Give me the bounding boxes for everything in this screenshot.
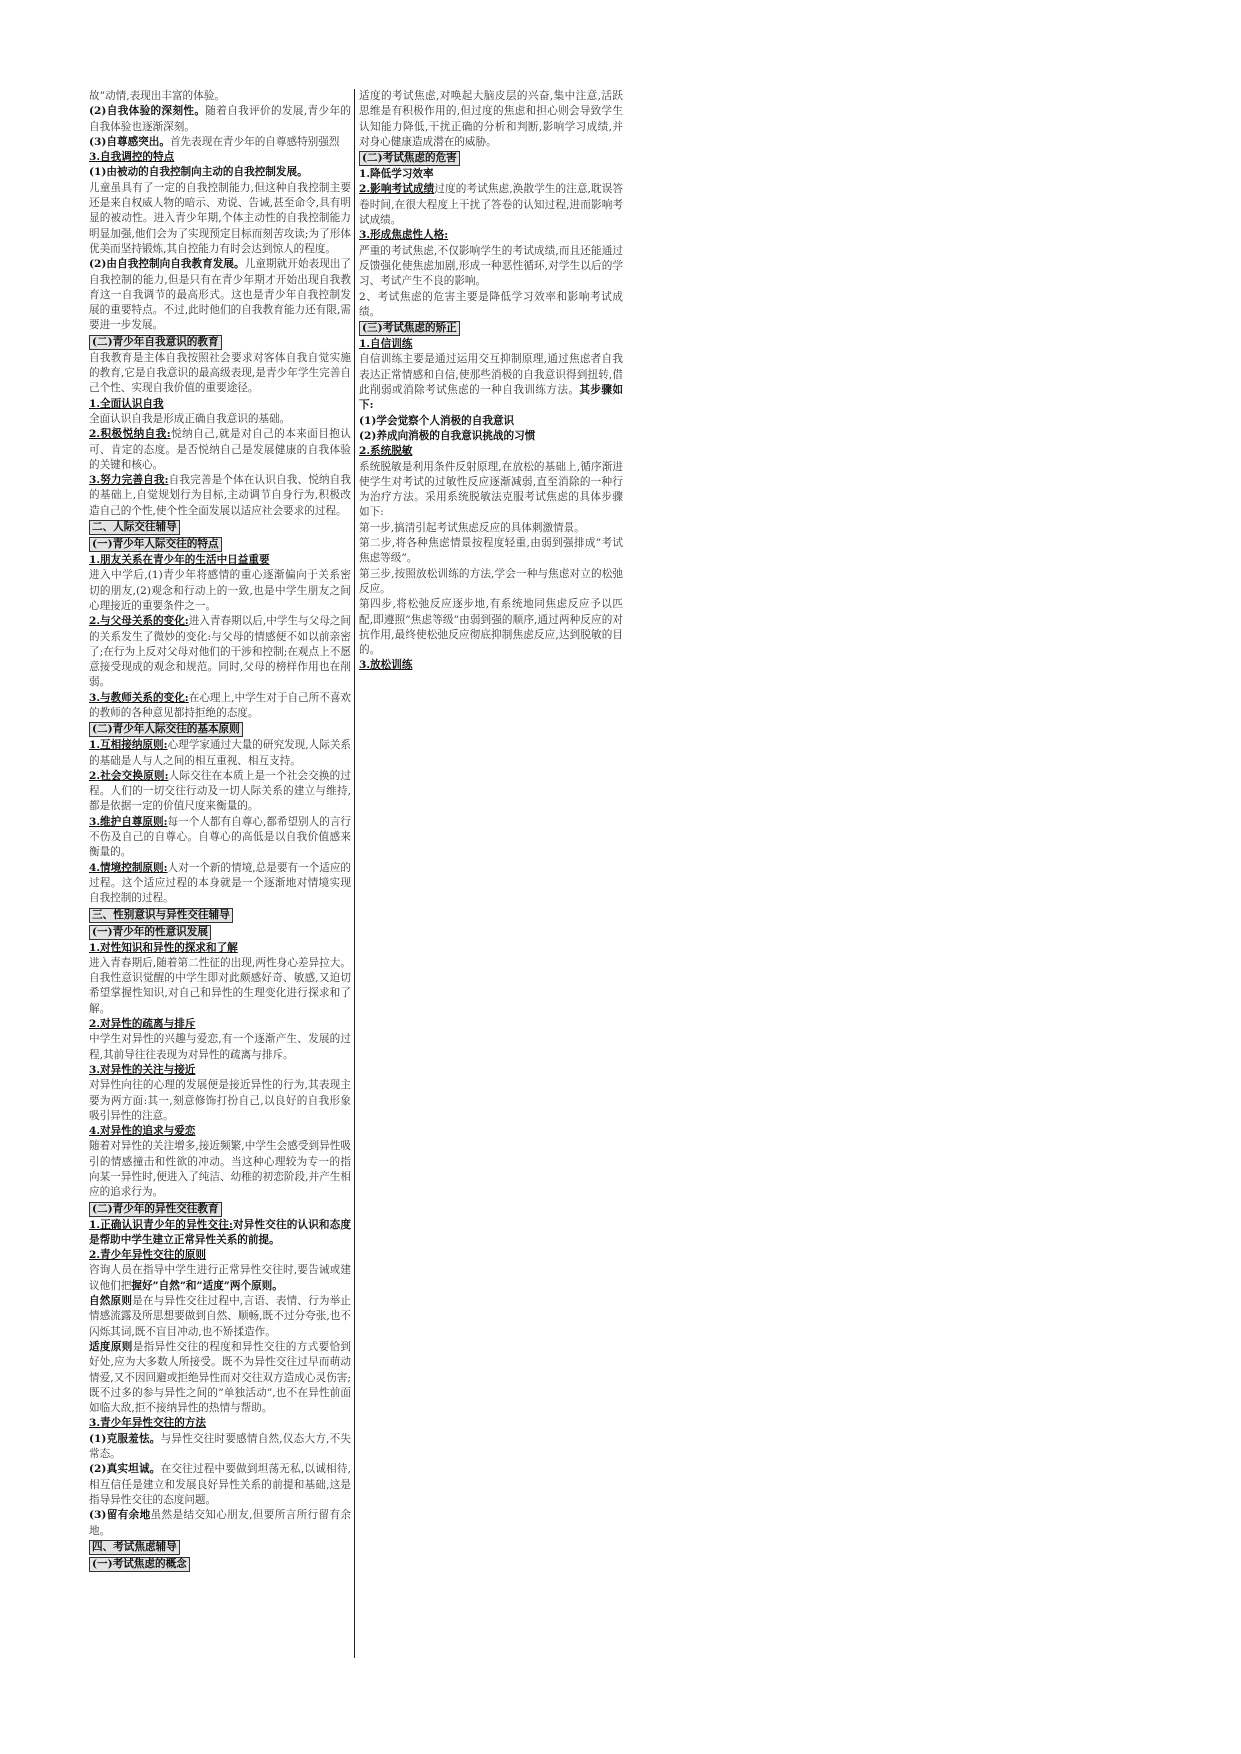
paragraph: [89, 614, 351, 690]
body-text: 首先表现在青少年的自尊感特别强烈: [169, 135, 340, 148]
lead-term: 2.与父母关系的变化:: [89, 615, 189, 628]
paragraph: [359, 352, 623, 413]
heading-text: 2.系统脱敏: [359, 445, 413, 458]
section-heading: [89, 1124, 351, 1139]
boxed-heading-text: (一)考试焦虑的概念: [89, 1557, 190, 1572]
boxed-heading: [359, 320, 623, 337]
paragraph: [359, 567, 623, 598]
left-column: [89, 89, 351, 1573]
boxed-heading: [89, 1539, 351, 1556]
lead-term: 3.维护自尊原则:: [89, 815, 168, 828]
paragraph: [359, 597, 623, 658]
paragraph: [89, 1462, 351, 1508]
paragraph: [89, 1508, 351, 1539]
body-text: 进入青春期后,随着第二性征的出现,两性身心差异拉大。自我性意识觉醒的中学生即对此颇感好奇、敏感,又迫切希望掌握性知识,对自己和异性的生理变化进行探求和了解。: [89, 956, 351, 1015]
paragraph: [89, 165, 351, 180]
paragraph: [89, 1263, 351, 1294]
body-text: 儿童虽具有了一定的自我控制能力,但这种自我控制主要还是来自权威人物的暗示、劝说、告诫,甚至命令,具有明显的被动性。进入青少年期,个体主动性的自我控制能力明显加强,他们会为了实现预定目标而刻苦攻读;为了形体优美而坚持锻炼,其自控能力有时会达到惊人的程度。: [89, 181, 351, 255]
paragraph: [89, 1432, 351, 1463]
heading-text: 3.自我调控的特点: [89, 151, 175, 164]
lead-term: (1)学会觉察个人消极的自我意识: [359, 414, 515, 427]
heading-text: 3.放松训练: [359, 659, 413, 672]
body-text: 第二步,将各种焦虑情景按程度轻重,由弱到强排成”考试焦虑等级”。: [359, 537, 623, 565]
lead-term: (1)克服羞怯。: [89, 1432, 161, 1445]
heading-text: 1.自信训练: [359, 338, 413, 351]
lead-term: 2.积极悦纳自我:: [89, 428, 171, 441]
paragraph: [359, 89, 623, 150]
heading-text: 3.形成焦虑性人格:: [359, 229, 449, 242]
section-heading: [89, 1017, 351, 1032]
lead-term: (1)由被动的自我控制向主动的自我控制发展。: [89, 166, 308, 179]
lead-term: 1.互相接纳原则:: [89, 739, 168, 752]
paragraph: [89, 738, 351, 769]
body-text: 与异性交往时要感情自然,仪态大方,不失常态。: [89, 1432, 352, 1461]
lead-term: 适度原则: [89, 1340, 133, 1353]
boxed-heading: [89, 1556, 351, 1573]
body-text: 随着自我评价的发展,青少年的自我体验也逐渐深刻。: [89, 105, 351, 133]
emphasis-text: 对异性交往的认识和态度是帮助中学生建立正常异性关系的前提。: [89, 1218, 351, 1246]
body-text: 随着对异性的关注增多,接近频繁,中学生会感受到异性吸引的情感撞击和性欲的冲动。当这种心理较为专一的指向某一异性时,便进入了纯洁、幼稚的初恋阶段,并产生相应的追求行为。: [89, 1140, 351, 1199]
boxed-heading-text: (二)青少年人际交往的基本原则: [89, 722, 243, 737]
emphasis-text: 其步骤如下:: [359, 384, 624, 412]
boxed-heading: [89, 924, 351, 941]
lead-term: 3.与教师关系的变化:: [89, 691, 189, 704]
lead-term: 1.降低学习效率: [359, 168, 434, 181]
body-text: 是在与异性交往过程中,言语、表情、行为举止情感流露及所思想要做到自然、顺畅,既不过分夸张,也不闪烁其词,既不盲目冲动,也不矫揉造作。: [89, 1295, 351, 1338]
lead-term: (2)自我体验的深刻性。: [89, 105, 206, 118]
section-heading: [89, 553, 351, 568]
body-text: 过度的考试焦虑,涣散学生的注意,耽误答卷时间,在很大程度上干扰了答卷的认知过程,进而影响考试成绩。: [359, 183, 624, 227]
body-text: 故”动情,表现出丰富的体验。: [89, 90, 225, 102]
body-text: 适度的考试焦虑,对唤起大脑皮层的兴奋,集中注意,活跃思维是有积极作用的,但过度的焦虑和担心则会导致学生认知能力降低,干扰正确的分析和判断,影响学习成绩,并对身心健康造成潜在的威胁。: [359, 90, 623, 148]
paragraph: [89, 769, 351, 815]
paragraph: [89, 89, 351, 104]
body-text: 2、考试焦虑的危害主要是降低学习效率和影响考试成绩。: [359, 290, 623, 318]
emphasis-text: 握好”自然”和”适度”两个原则。: [131, 1279, 283, 1292]
boxed-heading-text: (一)青少年人际交往的特点: [89, 537, 222, 552]
paragraph: [89, 412, 351, 427]
body-text: 每一个人都有自尊心,都希望别人的言行不伤及自己的自尊心。自尊心的高低是以自我价值感来衡量的。: [89, 815, 352, 859]
body-text: 心理学家通过大量的研究发现,人际关系的基础是人与人之间的相互重视、相互支持。: [89, 739, 352, 767]
body-text: 在心理上,中学生对于自己所不喜欢的教师的各种意见都持拒绝的态度。: [89, 691, 352, 719]
heading-text: 2.青少年异性交往的原则: [89, 1249, 206, 1262]
heading-text: 3.对异性的关注与接近: [89, 1063, 196, 1076]
body-text: 中学生对异性的兴趣与爱恋,有一个逐渐产生、发展的过程,其前导往往表现为对异性的疏离与排斥。: [89, 1033, 351, 1061]
heading-text: 1.全面认识自我: [89, 397, 164, 410]
paragraph: [359, 429, 623, 444]
right-column: [359, 89, 623, 674]
paragraph: [89, 473, 351, 519]
paragraph: [89, 1294, 351, 1340]
boxed-heading: [89, 721, 351, 738]
body-text: 在交往过程中要做到坦荡无私,以诚相待,相互信任是建立和发展良好异性关系的前提和基础,这是指导异性交往的态度问题。: [89, 1463, 352, 1506]
paragraph: [89, 1218, 351, 1249]
body-text: 第一步,搞清引起考试焦虑反应的具体刺激情景。: [359, 521, 585, 534]
section-heading: [359, 444, 623, 459]
body-text: 系统脱敏是利用条件反射原理,在放松的基础上,循序渐进使学生对考试的过敏性反应逐渐减弱,直至消除的一种行为治疗方法。采用系统脱敏法克服考试焦虑的具体步骤如下:: [359, 460, 623, 519]
boxed-heading: [89, 536, 351, 553]
boxed-heading-text: (二)考试焦虑的危害: [359, 151, 460, 166]
heading-text: 3.青少年异性交往的方法: [89, 1417, 206, 1430]
heading-text: 1.对性知识和异性的探求和了解: [89, 941, 238, 954]
body-text: 悦纳自己,就是对自己的本来面目抱认可、肯定的态度。是否悦纳自己是发展健康的自我体验的关键和核心。: [89, 428, 351, 471]
body-text: 儿童期就开始表现出了自我控制的能力,但是只有在青少年期才开始出现自我教育这一自我调节的最高形式。这也是青少年自我控制发展的重要特点。不过,此时他们的自我教育能力还有限,需要进一步发展。: [89, 258, 351, 332]
boxed-heading-text: 二、人际交往辅导: [89, 520, 180, 535]
section-heading: [89, 941, 351, 956]
boxed-heading: [89, 519, 351, 536]
boxed-heading: [359, 150, 623, 167]
paragraph: [89, 815, 351, 861]
body-text: 是指异性交往的程度和异性交往的方式要恰到好处,应为大多数人所接受。既不为异性交往过早而萌动情爱,又不因回避或拒绝异性而对交往双方造成心灵伤害;既不过多的参与异性之间的”单独活动”,也不在异性前面如临大敌,拒不接纳异性的热情与帮助。: [89, 1340, 352, 1415]
section-heading: [89, 1416, 351, 1431]
lead-term: 4.情境控制原则:: [89, 861, 168, 874]
paragraph: [89, 1078, 351, 1124]
body-text: 对异性向往的心理的发展便是接近异性的行为,其表现主要为两方面:其一,刻意修饰打扮自己,以良好的自我形象吸引异性的注意。: [89, 1079, 351, 1122]
paragraph: [359, 182, 623, 228]
column-divider: [354, 89, 355, 1658]
paragraph: [359, 244, 623, 290]
paragraph: [89, 1340, 351, 1416]
boxed-heading-text: (一)青少年的性意识发展: [89, 925, 211, 940]
lead-term: 1.正确认识青少年的异性交往:: [89, 1218, 233, 1231]
paragraph: [89, 351, 351, 397]
lead-term: (2)养成向消极的自我意识挑战的习惯: [359, 429, 536, 442]
body-text: 自我完善是个体在认识自我、悦纳自我的基础上,自觉规划行为目标,主动调节自身行为,积极改造自己的个性,使个性全面发展以适应社会要求的过程。: [89, 474, 351, 517]
body-text: 人对一个新的情境,总是要有一个适应的过程。这个适应过程的本身就是一个逐渐地对情境实现自我控制的过程。: [89, 861, 352, 905]
boxed-heading-text: 三、性别意识与异性交往辅导: [89, 908, 233, 923]
paragraph: [89, 104, 351, 135]
boxed-heading: [89, 1201, 351, 1218]
paragraph: [89, 135, 351, 150]
lead-term: (3)自尊感突出。: [89, 135, 170, 148]
heading-text: 2.对异性的疏离与排斥: [89, 1018, 196, 1031]
section-heading: [359, 228, 623, 243]
paragraph: [359, 290, 623, 321]
paragraph: [89, 1032, 351, 1063]
body-text: 全面认识自我是形成正确自我意识的基础。: [89, 412, 291, 425]
paragraph: [89, 861, 351, 907]
paragraph: [89, 181, 351, 257]
boxed-heading-text: 四、考试焦虑辅导: [89, 1540, 180, 1555]
heading-text: 1.朋友关系在青少年的生活中日益重要: [89, 554, 270, 567]
body-text: 自信训练主要是通过运用交互抑制原理,通过焦虑者自我表达正常情感和自信,使那些消极的自我意识得到扭转,借此削弱或消除考试焦虑的一种自我训练方法。: [359, 353, 623, 397]
lead-term: 2.影响考试成绩: [359, 183, 435, 196]
body-text: 虽然是结交知心朋友,但要所言所行留有余地。: [89, 1509, 351, 1537]
body-text: 第三步,按照放松训练的方法,学会一种与焦虑对立的松弛反应。: [359, 567, 623, 595]
section-heading: [89, 1248, 351, 1263]
lead-term: (2)真实坦诚。: [89, 1463, 161, 1476]
paragraph: [89, 1139, 351, 1200]
boxed-heading: [89, 907, 351, 924]
lead-term: (2)由自我控制向自我教育发展。: [89, 258, 245, 271]
section-heading: [89, 150, 351, 165]
lead-term: 自然原则: [89, 1295, 133, 1308]
paragraph: [89, 427, 351, 473]
paragraph: [89, 257, 351, 333]
lead-term: 3.努力完善自我:: [89, 474, 169, 487]
section-heading: [89, 397, 351, 412]
lead-term: 2.社会交换原则:: [89, 769, 169, 782]
lead-term: (3)留有余地: [89, 1509, 151, 1522]
paragraph: [359, 414, 623, 429]
paragraph: [89, 568, 351, 614]
boxed-heading-text: (二)青少年自我意识的教育: [89, 335, 222, 350]
paragraph: [89, 956, 351, 1017]
paragraph: [359, 167, 623, 182]
paragraph: [359, 521, 623, 536]
paragraph: [359, 536, 623, 567]
body-text: 进入中学后,(1)青少年将感情的重心逐渐偏向于关系密切的朋友,(2)观念和行动上的一致,也是中学生朋友之间心理接近的重要条件之一。: [89, 569, 351, 612]
section-heading: [359, 337, 623, 352]
boxed-heading-text: (二)青少年的异性交往教育: [89, 1202, 222, 1217]
body-text: 咨询人员在指导中学生进行正常异性交往时,要告诫或建议他们把: [89, 1264, 351, 1292]
body-text: 严重的考试焦虑,不仅影响学生的考试成绩,而且还能通过反馈强化使焦虑加剧,形成一种恶性循环,对学生以后的学习、考试产生不良的影响。: [359, 244, 623, 288]
paragraph: [359, 460, 623, 521]
body-text: 进入青春期以后,中学生与父母之间的关系发生了微妙的变化:与父母的情感便不如以前亲密了;在行为上反对父母对他们的干涉和控制;在观点上不愿意接受现成的观念和规范。同时,父母的榜样作用也在削弱。: [89, 615, 352, 689]
paragraph: [89, 691, 351, 722]
heading-text: 4.对异性的追求与爱恋: [89, 1125, 196, 1138]
boxed-heading: [89, 334, 351, 351]
section-heading: [89, 1063, 351, 1078]
boxed-heading-text: (三)考试焦虑的矫正: [359, 321, 460, 336]
section-heading: [359, 658, 623, 673]
body-text: 人际交往在本质上是一个社会交换的过程。人们的一切交往行动及一切人际关系的建立与维持,都是依据一定的价值尺度来衡量的。: [89, 769, 351, 813]
body-text: 第四步,将松弛反应逐步地,有系统地同焦虑反应予以匹配,即遵照”焦虑等级”由弱到强的顺序,通过两种反应的对抗作用,最终使松弛反应彻底抑制焦虑反应,达到脱敏的目的。: [359, 598, 623, 657]
body-text: 自我教育是主体自我按照社会要求对客体自我自觉实施的教育,它是自我意识的最高级表现,是青少年学生完善自己个性、实现自我价值的重要途径。: [89, 351, 351, 395]
